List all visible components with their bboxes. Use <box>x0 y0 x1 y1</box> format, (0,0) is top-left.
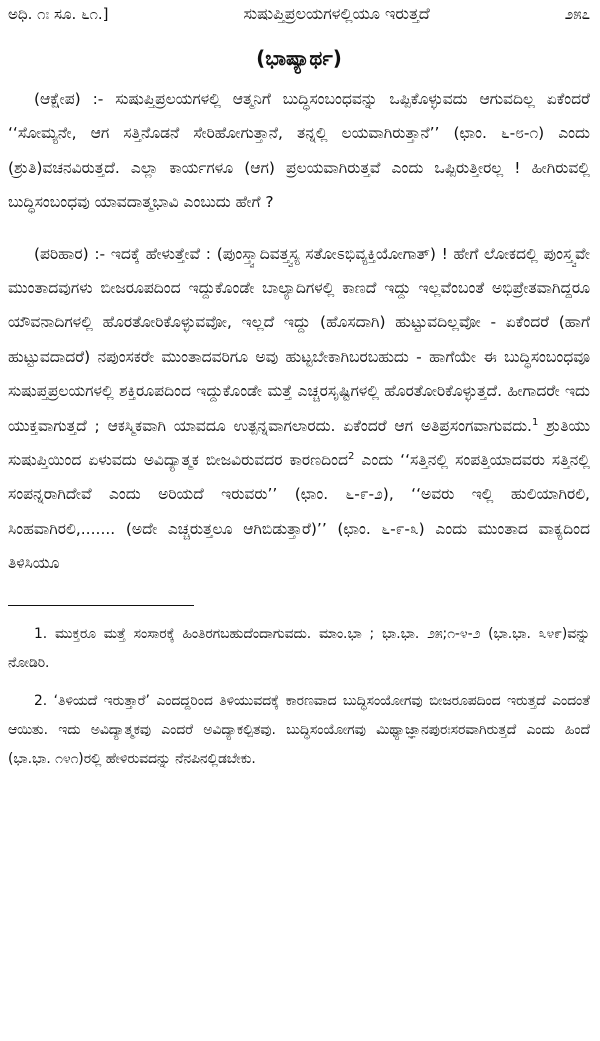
section-title: (ಭಾಷ್ಯಾರ್ಥ) <box>256 46 342 70</box>
footnote-1: 1. ಮುಕ್ತರೂ ಮತ್ತೆ ಸಂಸಾರಕ್ಕೆ ಹಿಂತಿರಗಬಹುದೆಂದಾಗುವದು. ಮಾಂ.ಭಾ ; ಭಾ.ಭಾ. ೨೫;೧-೪-೨ (ಭಾ.ಭಾ. ೩೪೯)ವನ್ನು ನೋಡಿರಿ. <box>8 625 590 671</box>
footnote-marker-1: 1 <box>531 416 539 428</box>
footnote-divider <box>8 605 194 606</box>
footnote-marker-2: 2 <box>347 450 355 462</box>
footnote-2: 2. ‘ತಿಳಿಯದೆ ಇರುತ್ತಾರೆ’ ಎಂದದ್ದರಿಂದ ತಿಳಿಯುವದಕ್ಕೆ ಕಾರಣವಾದ ಬುದ್ಧಿಸಂಯೋಗವು ಬೀಜರೂಪದಿಂದ ಇರುತ್ತದೆ ಎಂದಂತೆ ಆಯಿತು. ಇದು ಅವಿದ್ಯಾತ್ಮಕವು ಎಂದರೆ ಅವಿದ್ಯಾಕಲ್ಪಿತವು. ಬುದ್ಧಿಸಂಯೋಗವು ಮಿಥ್ಯಾಜ್ಞಾನಪುರಃಸರವಾಗಿರುತ್ತದೆ ಎಂದು ಹಿಂದೆ (ಭಾ.ಭಾ. ೧೪೧)ರಲ್ಲಿ ಹೇಳಿರುವದನ್ನು ನೆನಪಿನಲ್ಲಿಡಬೇಕು. <box>8 692 590 767</box>
running-title: ಸುಷುಪ್ತಿಪ್ರಲಯಗಳಲ್ಲಿಯೂ ಇರುತ್ತದೆ <box>243 4 430 23</box>
paragraph-reply <box>8 237 590 581</box>
running-header <box>8 0 590 34</box>
chapter-reference: ಅಧಿ. ೧ಃ ಸೂ. ೬೧.] <box>8 5 109 23</box>
reply-text-part-2: ಶ್ರುತಿಯು ಸುಷುಪ್ತಿಯಿಂದ ಏಳುವದು ಅವಿದ್ಯಾತ್ಮಕ ಬೀಜವಿರುವದರ ಕಾರಣದಿಂದ <box>8 416 591 470</box>
page-number: ೨೫೭ <box>564 5 590 23</box>
paragraph-objection <box>8 82 590 220</box>
body-text <box>8 82 590 581</box>
footnotes <box>8 620 590 774</box>
objection-text: (ಆಕ್ಷೇಪ) :- ಸುಷುಪ್ತಿಪ್ರಲಯಗಳಲ್ಲಿ ಆತ್ಮನಿಗೆ ಬುದ್ಧಿಸಂಬಂಧವನ್ನು ಒಪ್ಪಿಕೊಳ್ಳುವದು ಆಗುವದಿಲ್ಲ ಏಕೆಂದರೆ ‘‘ಸೋಮ್ಯನೇ, ಆಗ ಸತ್ತಿನೊಡನೆ ಸೇರಿಹೋಗುತ್ತಾನೆ, ತನ್ನಲ್ಲಿ ಲಯವಾಗಿರುತ್ತಾನೆ’’ (ಛಾಂ. ೬-೮-೧) ಎಂದು (ಶ್ರುತಿ)ವಚನವಿರುತ್ತದೆ. ಎಲ್ಲಾ ಕಾರ್ಯಗಳೂ (ಆಗ) ಪ್ರಲಯವಾಗಿರುತ್ತವೆ ಎಂದು ಒಪ್ಪಿರುತ್ತೀರಲ್ಲ ! ಹೀಗಿರುವಲ್ಲಿ ಬುದ್ಧಿಸಂಬಂಧವು ಯಾವದಾತ್ಮಭಾವಿ ಎಂಬುದು ಹೇಗೆ ? <box>8 90 590 212</box>
reply-text-part-3: ಎಂದು ‘‘ಸತ್ತಿನಲ್ಲಿ ಸಂಪತ್ತಿಯಾದವರು ಸತ್ತಿನಲ್ಲಿ ಸಂಪನ್ನರಾಗಿದೇವೆ ಎಂದು ಅರಿಯದೆ ಇರುವರು’’ (ಛಾಂ. ೬-೯-೨), ‘‘ಅವರು ಇಲ್ಲಿ ಹುಲಿಯಾಗಿರಲಿ, ಸಿಂಹವಾಗಿರಲಿ,....... (ಅದೇ ಎಚ್ಚರುತ್ತಲೂ ಆಗಿಬಿಡುತ್ತಾರೆ)’’ (ಛಾಂ. ೬-೯-೩) ಎಂದು ಮುಂತಾದ ವಾಕ್ಯದಿಂದ ತಿಳಿಸಿಯೂ <box>8 451 590 573</box>
reply-text-part-1: (ಪರಿಹಾರ) :- ಇದಕ್ಕೆ ಹೇಳುತ್ತೇವೆ : (ಪುಂಸ್ತ್ವಾದಿವತ್ತ್ವಸ್ಯ ಸತೋಽಭಿವ್ಯಕ್ತಿಯೋಗಾತ್) ! ಹೇಗೆ ಲೋಕದಲ್ಲಿ ಪುಂಸ್ತ್ವವೇ ಮುಂತಾದವುಗಳು ಬೀಜರೂಪದಿಂದ ಇದ್ದುಕೊಂಡೇ ಬಾಲ್ಯಾದಿಗಳಲ್ಲಿ ಕಾಣದೆ ಇದ್ದು ಇಲ್ಲವೆಂಬಂತೆ ಅಭಿಪ್ರೇತವಾಗಿದ್ದರೂ ಯೌವನಾದಿಗಳಲ್ಲಿ ಹೊರತೋರಿಕೊಳ್ಳುವವೋ, ಇಲ್ಲದೆ ಇದ್ದು (ಹೊಸದಾಗಿ) ಹುಟ್ಟುವದಿಲ್ಲವೋ - ಏಕೆಂದರೆ (ಹಾಗೆ ಹುಟ್ಟುವದಾದರೆ) ನಪುಂಸಕರೇ ಮುಂತಾದವರಿಗೂ ಅವು ಹುಟ್ಟಬೇಕಾಗಿಬರಬಹುದು - ಹಾಗೆಯೇ ಈ ಬುದ್ಧಿಸಂಬಂಧವೂ ಸುಷುಪ್ತಪ್ರಲಯಗಳಲ್ಲಿ ಶಕ್ತಿರೂಪದಿಂದ ಇದ್ದುಕೊಂಡೇ ಮತ್ತೆ ಎಚ್ಚರಸೃಷ್ಟಿಗಳಲ್ಲಿ ಹೊರತೋರಿಕೊಳ್ಳುತ್ತದೆ. ಹೀಗಾದರೇ ಇದು ಯುಕ್ತವಾಗುತ್ತದೆ ; ಆಕಸ್ಮಿಕವಾಗಿ ಯಾವದೂ ಉತ್ಪನ್ನವಾಗಲಾರದು. ಏಕೆಂದರೆ ಆಗ ಅತಿಪ್ರಸಂಗವಾಗುವದು. <box>8 244 590 435</box>
